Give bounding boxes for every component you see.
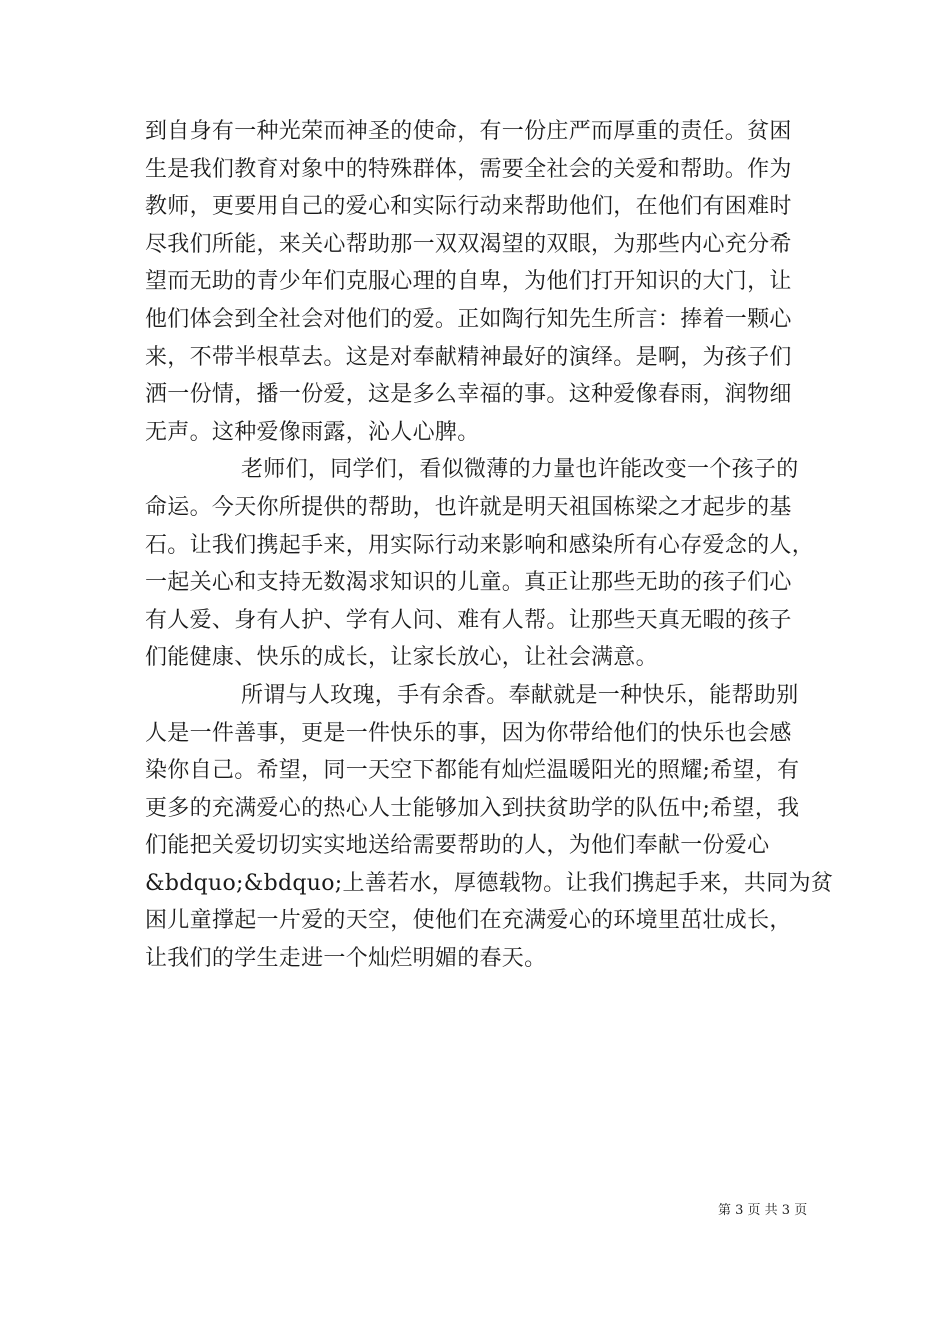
text-line: 无声。这种爱像雨露，沁人心脾。 (145, 419, 480, 445)
text-line: 尽我们所能，来关心帮助那一双双渴望的双眼，为那些内心充分希 (145, 231, 792, 257)
text-line: 人是一件善事，更是一件快乐的事，因为你带给他们的快乐也会感 (145, 720, 792, 746)
text-line: 更多的充满爱心的热心人士能够加入到扶贫助学的队伍中;希望，我 (145, 795, 800, 821)
text-line: 们能健康、快乐的成长，让家长放心，让社会满意。 (145, 645, 658, 671)
text-line: 有人爱、身有人护、学有人问、难有人帮。让那些天真无暇的孩子 (145, 607, 792, 633)
text-line: 洒一份情，播一份爱，这是多么幸福的事。这种爱像春雨，润物细 (145, 382, 792, 408)
text-line: 到自身有一种光荣而神圣的使命，有一份庄严而厚重的责任。贫困 (145, 119, 792, 144)
page-number-footer: 第 3 页 共 3 页 (718, 1203, 808, 1218)
text-line: 染你自己。希望，同一天空下都能有灿烂温暖阳光的照耀;希望，有 (145, 758, 800, 784)
paragraph-start-line: 老师们，同学们，看似微薄的力量也许能改变一个孩子的 (241, 457, 799, 483)
text-line: 望而无助的青少年们克服心理的自卑，为他们打开知识的大门，让 (145, 269, 792, 295)
body-text (145, 113, 834, 978)
text-line: 来，不带半根草去。这是对奉献精神最好的演绎。是啊，为孩子们 (145, 344, 792, 370)
paragraph-start-line: 所谓与人玫瑰，手有余香。奉献就是一种快乐，能帮助别 (241, 682, 799, 708)
text-line: 教师，更要用自己的爱心和实际行动来帮助他们，在他们有困难时 (145, 194, 792, 220)
text-line: 石。让我们携起手来，用实际行动来影响和感染所有心存爱念的人， (145, 532, 815, 558)
text-line: 们能把关爱切切实实地送给需要帮助的人，为他们奉献一份爱心 (145, 833, 770, 859)
text-line: &bdquo;&bdquo;上善若水，厚德载物。让我们携起手来，共同为贫 (145, 870, 834, 896)
text-line: 困儿童撑起一片爱的天空，使他们在充满爱心的环境里茁壮成长， (145, 908, 792, 934)
text-line: 他们体会到全社会对他们的爱。正如陶行知先生所言：捧着一颗心 (145, 306, 792, 332)
text-line: 生是我们教育对象中的特殊群体，需要全社会的关爱和帮助。作为 (145, 156, 792, 182)
text-line: 让我们的学生走进一个灿烂明媚的春天。 (145, 946, 547, 972)
text-line: 命运。今天你所提供的帮助，也许就是明天祖国栋梁之才起步的基 (145, 494, 792, 520)
text-line: 一起关心和支持无数渴求知识的儿童。真正让那些无助的孩子们心 (145, 570, 792, 596)
